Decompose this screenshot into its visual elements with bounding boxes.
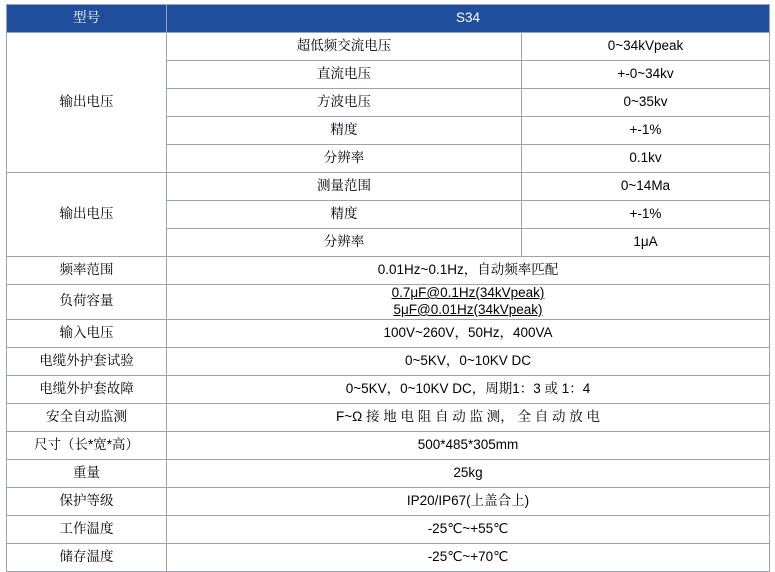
param-name: 超低频交流电压 — [167, 33, 522, 61]
table-row — [7, 173, 770, 201]
spec-value-load-capacity — [167, 285, 770, 320]
param-value: 0~14Ma — [522, 173, 770, 201]
table-row — [7, 257, 770, 285]
spec-value-sheath-fault: 0~5KV，0~10KV DC，周期1：3 或 1：4 — [167, 375, 770, 403]
spec-label-input-voltage: 输入电压 — [7, 319, 167, 347]
spec-value-protection-grade: IP20/IP67(上盖合上) — [167, 487, 770, 515]
spec-label-storage-temperature: 储存温度 — [7, 543, 167, 571]
load-capacity-line-2: 5μF@0.01Hz(34kVpeak) — [393, 301, 543, 317]
specification-table — [6, 4, 770, 572]
spec-label-weight: 重量 — [7, 459, 167, 487]
spec-value-input-voltage: 100V~260V，50Hz，400VA — [167, 319, 770, 347]
spec-value-frequency-range: 0.01Hz~0.1Hz，自动频率匹配 — [167, 257, 770, 285]
table-row — [7, 347, 770, 375]
param-value: 1μA — [522, 229, 770, 257]
param-value: +-1% — [522, 117, 770, 145]
table-header-row — [7, 5, 770, 33]
spec-value-operating-temperature: -25℃~+55℃ — [167, 515, 770, 543]
spec-label-sheath-test: 电缆外护套试验 — [7, 347, 167, 375]
spec-value-safety-monitoring: F~Ω 接 地 电 阻 自 动 监 测， 全 自 动 放 电 — [167, 403, 770, 431]
table-row — [7, 285, 770, 320]
group-label-output-voltage-2: 输出电压 — [7, 173, 167, 257]
header-model-label: 型号 — [7, 5, 167, 33]
table-row — [7, 487, 770, 515]
table-row — [7, 375, 770, 403]
spec-label-load-capacity: 负荷容量 — [7, 285, 167, 320]
param-name: 精度 — [167, 201, 522, 229]
table-row — [7, 319, 770, 347]
param-name: 方波电压 — [167, 89, 522, 117]
table-row — [7, 431, 770, 459]
spec-value-dimensions: 500*485*305mm — [167, 431, 770, 459]
param-value: +-0~34kv — [522, 61, 770, 89]
table-row — [7, 33, 770, 61]
param-name: 精度 — [167, 117, 522, 145]
param-value: 0.1kv — [522, 145, 770, 173]
table-row — [7, 459, 770, 487]
table-header — [7, 5, 770, 33]
table-row — [7, 515, 770, 543]
spec-label-dimensions: 尺寸（长*宽*高） — [7, 431, 167, 459]
load-capacity-line-1: 0.7μF@0.1Hz(34kVpeak) — [391, 285, 545, 300]
group-label-output-voltage-1: 输出电压 — [7, 33, 167, 173]
spec-value-storage-temperature: -25℃~+70℃ — [167, 543, 770, 571]
param-name: 分辨率 — [167, 229, 522, 257]
param-value: +-1% — [522, 201, 770, 229]
spec-label-frequency-range: 频率范围 — [7, 257, 167, 285]
spec-value-weight: 25kg — [167, 459, 770, 487]
table-row — [7, 403, 770, 431]
spec-label-operating-temperature: 工作温度 — [7, 515, 167, 543]
param-name: 分辨率 — [167, 145, 522, 173]
spec-value-sheath-test: 0~5KV，0~10KV DC — [167, 347, 770, 375]
header-model-value: S34 — [167, 5, 770, 33]
spec-label-sheath-fault: 电缆外护套故障 — [7, 375, 167, 403]
param-name: 测量范围 — [167, 173, 522, 201]
param-value: 0~35kv — [522, 89, 770, 117]
param-name: 直流电压 — [167, 61, 522, 89]
table-row — [7, 543, 770, 571]
spec-label-safety-monitoring: 安全自动监测 — [7, 403, 167, 431]
param-value: 0~34kVpeak — [522, 33, 770, 61]
table-body — [7, 33, 770, 572]
spec-label-protection-grade: 保护等级 — [7, 487, 167, 515]
